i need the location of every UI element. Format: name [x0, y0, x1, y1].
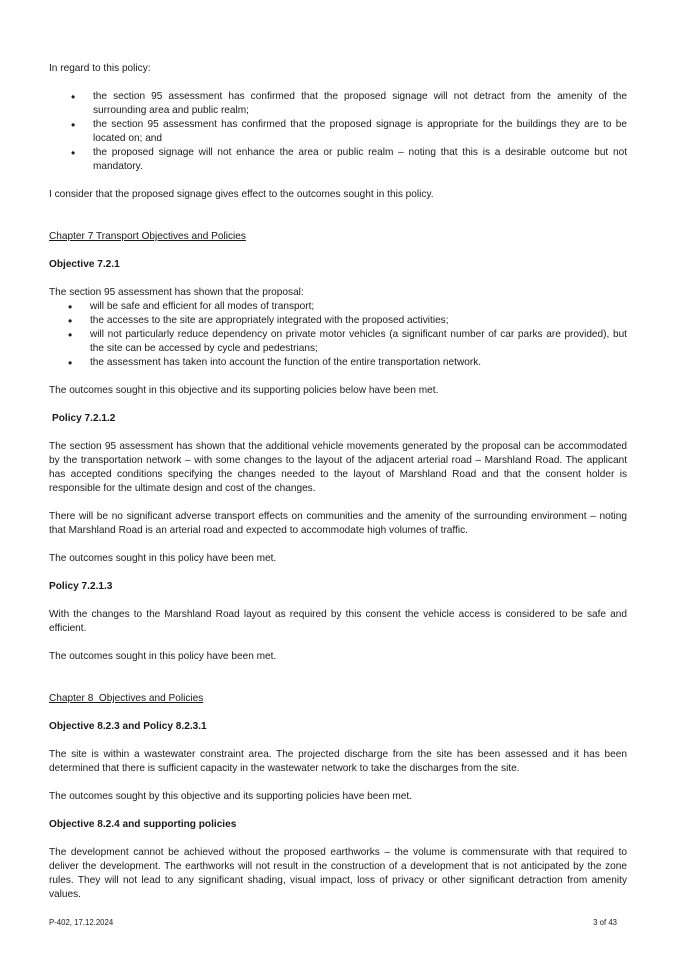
bullet-icon: • — [68, 328, 73, 342]
list-item: • will be safe and efficient for all modes of transport; — [68, 300, 315, 314]
policy-7-2-1-3-outcome: The outcomes sought in this policy have been met. — [49, 651, 277, 662]
list-item: • the proposed signage will not enhance the area or public realm – noting that this is a desirable outcome but not mandatory. — [71, 146, 627, 172]
document-page — [49, 62, 627, 902]
document-reference: P-402, 17.12.2024 — [49, 918, 114, 927]
policy-7-2-1-2-outcome: The outcomes sought in this policy have been met. — [49, 553, 277, 564]
intro-text: In regard to this policy: — [49, 63, 151, 74]
objective-8-2-4-heading: Objective 8.2.4 and supporting policies — [49, 819, 237, 830]
policy-7-2-1-2-paragraph-2: There will be no significant adverse transport effects on communities and the amenity of the surrounding environment – noting that Marshland Road is an arterial road and expected to accommodate high volumes of traffic. — [49, 511, 627, 536]
objective-7-2-1-heading: Objective 7.2.1 — [49, 259, 120, 270]
list-item: • will not particularly reduce dependency on private motor vehicles (a significant number of car parks are provided), but the site can be accessed by cycle and pedestrians; — [68, 328, 627, 354]
objective-8-2-4-paragraph: The development cannot be achieved without the proposed earthworks – the volume is commensurate with that required to deliver the development. The earthworks will not result in the construction of a development that is not anticipated by the zone rules. They will not lead to any significant shading, visual impact, loss of privacy or other significant detraction from amenity values. — [49, 847, 627, 900]
objective-8-2-3-heading: Objective 8.2.3 and Policy 8.2.3.1 — [49, 721, 207, 732]
objective-7-2-1-intro: The section 95 assessment has shown that the proposal: — [49, 287, 304, 298]
objective-7-2-1-list — [49, 300, 627, 370]
bullet-icon: • — [68, 300, 73, 314]
policy-7-2-1-2-paragraph-1: The section 95 assessment has shown that the additional vehicle movements generated by the proposal can be accommodated by the transportation network – with some changes to the layout of the adjacent arterial road – Marshland Road. The applicant has accepted conditions specifying the changes needed to the layout of Marshland Road and that the consent holder is responsible for the ultimate design and cost of the changes. — [49, 441, 627, 494]
page-footer — [49, 916, 627, 930]
list-item: • the section 95 assessment has confirmed that the proposed signage will not detract from the amenity of the surrounding area and public realm; — [71, 90, 627, 116]
policy-7-2-1-3-paragraph: With the changes to the Marshland Road layout as required by this consent the vehicle access is considered to be safe and efficient. — [49, 609, 627, 634]
objective-8-2-3-outcome: The outcomes sought by this objective and its supporting policies have been met. — [49, 791, 413, 802]
bullet-icon: • — [71, 118, 76, 132]
bullet-icon: • — [71, 146, 76, 160]
chapter8-heading: Chapter 8 Objectives and Policies — [49, 693, 204, 704]
policy-bullet-list — [49, 90, 627, 174]
list-item: • the assessment has taken into account the function of the entire transportation network. — [68, 356, 482, 370]
chapter7-heading: Chapter 7 Transport Objectives and Policies — [49, 231, 246, 242]
objective-8-2-3-paragraph: The site is within a wastewater constraint area. The projected discharge from the site has been assessed and it has been determined that there is sufficient capacity in the wastewater network to take the discharges from the site. — [49, 749, 627, 774]
bullet-icon: • — [68, 356, 73, 370]
bullet-icon: • — [71, 90, 76, 104]
bullet-icon: • — [68, 314, 73, 328]
list-item: • the section 95 assessment has confirmed that the proposed signage is appropriate for the buildings they are to be located on; and — [71, 118, 627, 144]
policy-7-2-1-2-heading: Policy 7.2.1.2 — [52, 413, 116, 424]
page-number: 3 of 43 — [593, 918, 617, 927]
signage-conclusion: I consider that the proposed signage gives effect to the outcomes sought in this policy. — [49, 189, 434, 200]
policy-7-2-1-3-heading: Policy 7.2.1.3 — [49, 581, 113, 592]
list-item: • the accesses to the site are appropriately integrated with the proposed activities; — [68, 314, 449, 328]
objective-7-2-1-outcome: The outcomes sought in this objective and its supporting policies below have been met. — [49, 385, 439, 396]
